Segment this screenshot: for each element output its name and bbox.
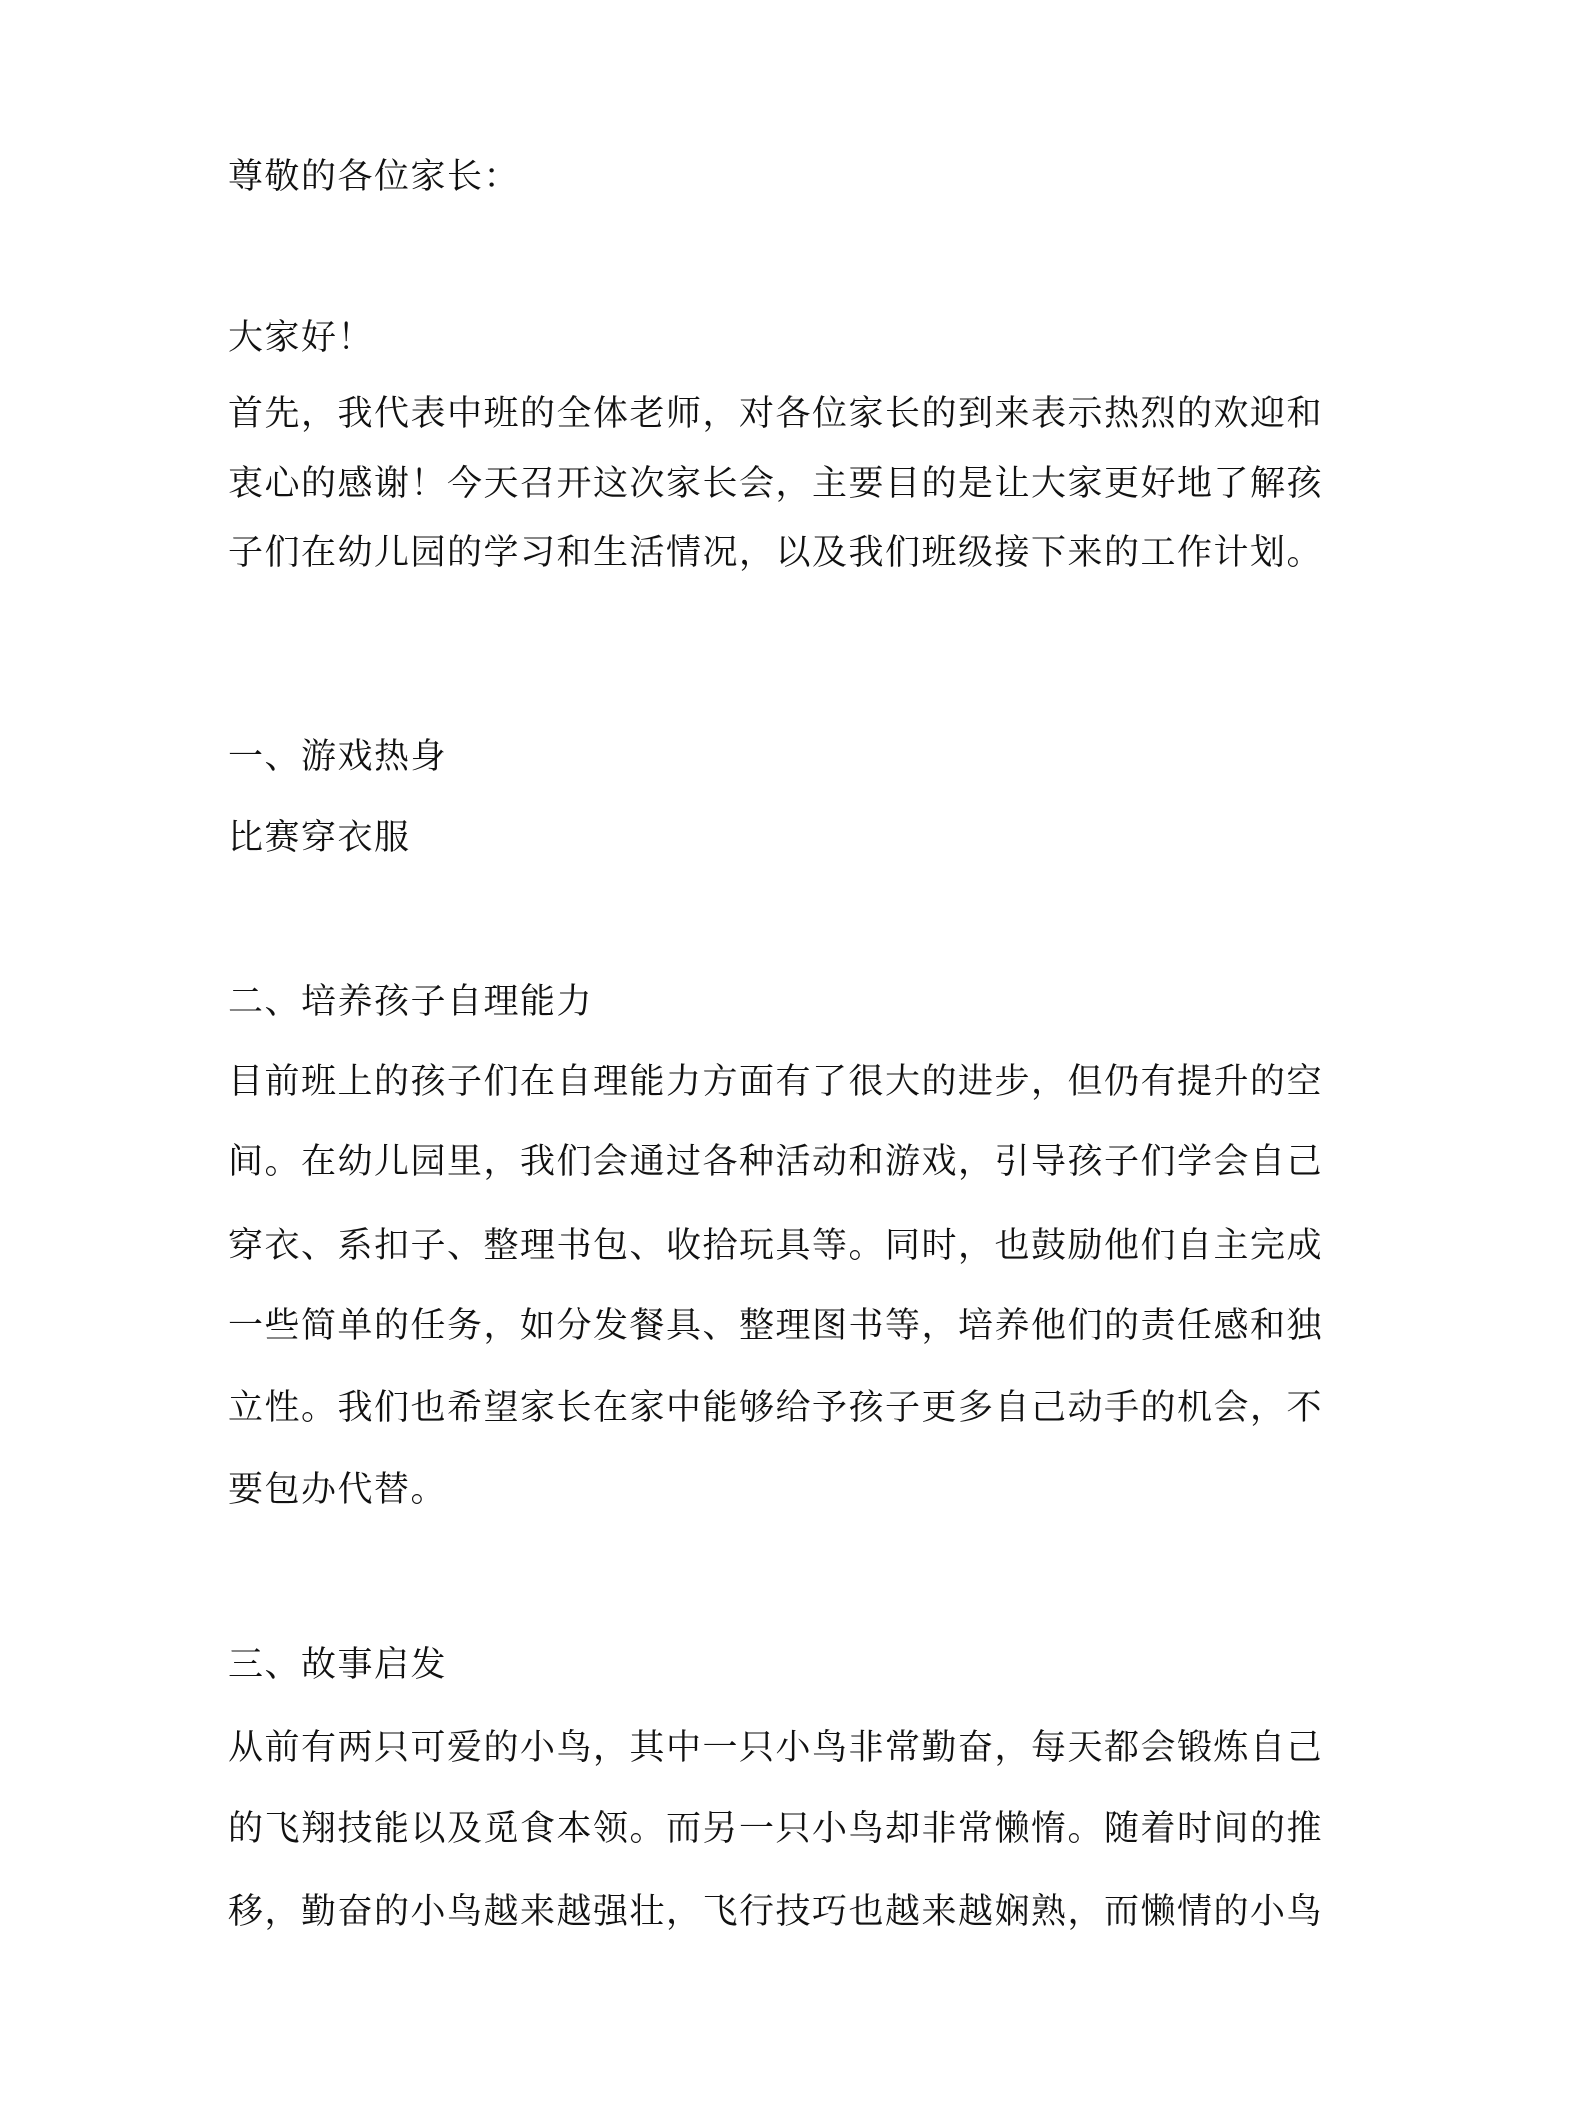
section-line: 移，勤奋的小鸟越来越强壮，飞行技巧也越来越娴熟，而懒情的小鸟	[228, 1892, 1324, 1932]
section-line: 比赛穿衣服	[228, 818, 411, 858]
intro-line: 首先，我代表中班的全体老师，对各位家长的到来表示热烈的欢迎和	[228, 394, 1324, 434]
intro-line: 子们在幼儿园的学习和生活情况，以及我们班级接下来的工作计划。	[228, 533, 1324, 573]
section-heading: 二、培养孩子自理能力	[228, 982, 594, 1022]
section-heading: 一、游戏热身	[228, 737, 448, 777]
section-line: 立性。我们也希望家长在家中能够给予孩子更多自己动手的机会，不	[228, 1388, 1324, 1428]
section-line: 目前班上的孩子们在自理能力方面有了很大的进步，但仍有提升的空	[228, 1062, 1324, 1102]
section-line: 穿衣、系扣子、整理书包、收拾玩具等。同时，也鼓励他们自主完成	[228, 1226, 1324, 1266]
section-line: 从前有两只可爱的小鸟，其中一只小鸟非常勤奋，每天都会锻炼自己	[228, 1728, 1324, 1768]
intro-line: 衷心的感谢！今天召开这次家长会，主要目的是让大家更好地了解孩	[228, 464, 1324, 504]
section-line: 要包办代替。	[228, 1470, 448, 1510]
greeting: 大家好！	[228, 318, 375, 358]
section-line: 间。在幼儿园里，我们会通过各种活动和游戏，引导孩子们学会自己	[228, 1142, 1324, 1182]
section-heading: 三、故事启发	[228, 1645, 448, 1685]
section-line: 一些简单的任务，如分发餐具、整理图书等，培养他们的责任感和独	[228, 1306, 1324, 1346]
section-line: 的飞翔技能以及觅食本领。而另一只小鸟却非常懒惰。随着时间的推	[228, 1809, 1324, 1849]
salutation: 尊敬的各位家长：	[228, 157, 521, 197]
